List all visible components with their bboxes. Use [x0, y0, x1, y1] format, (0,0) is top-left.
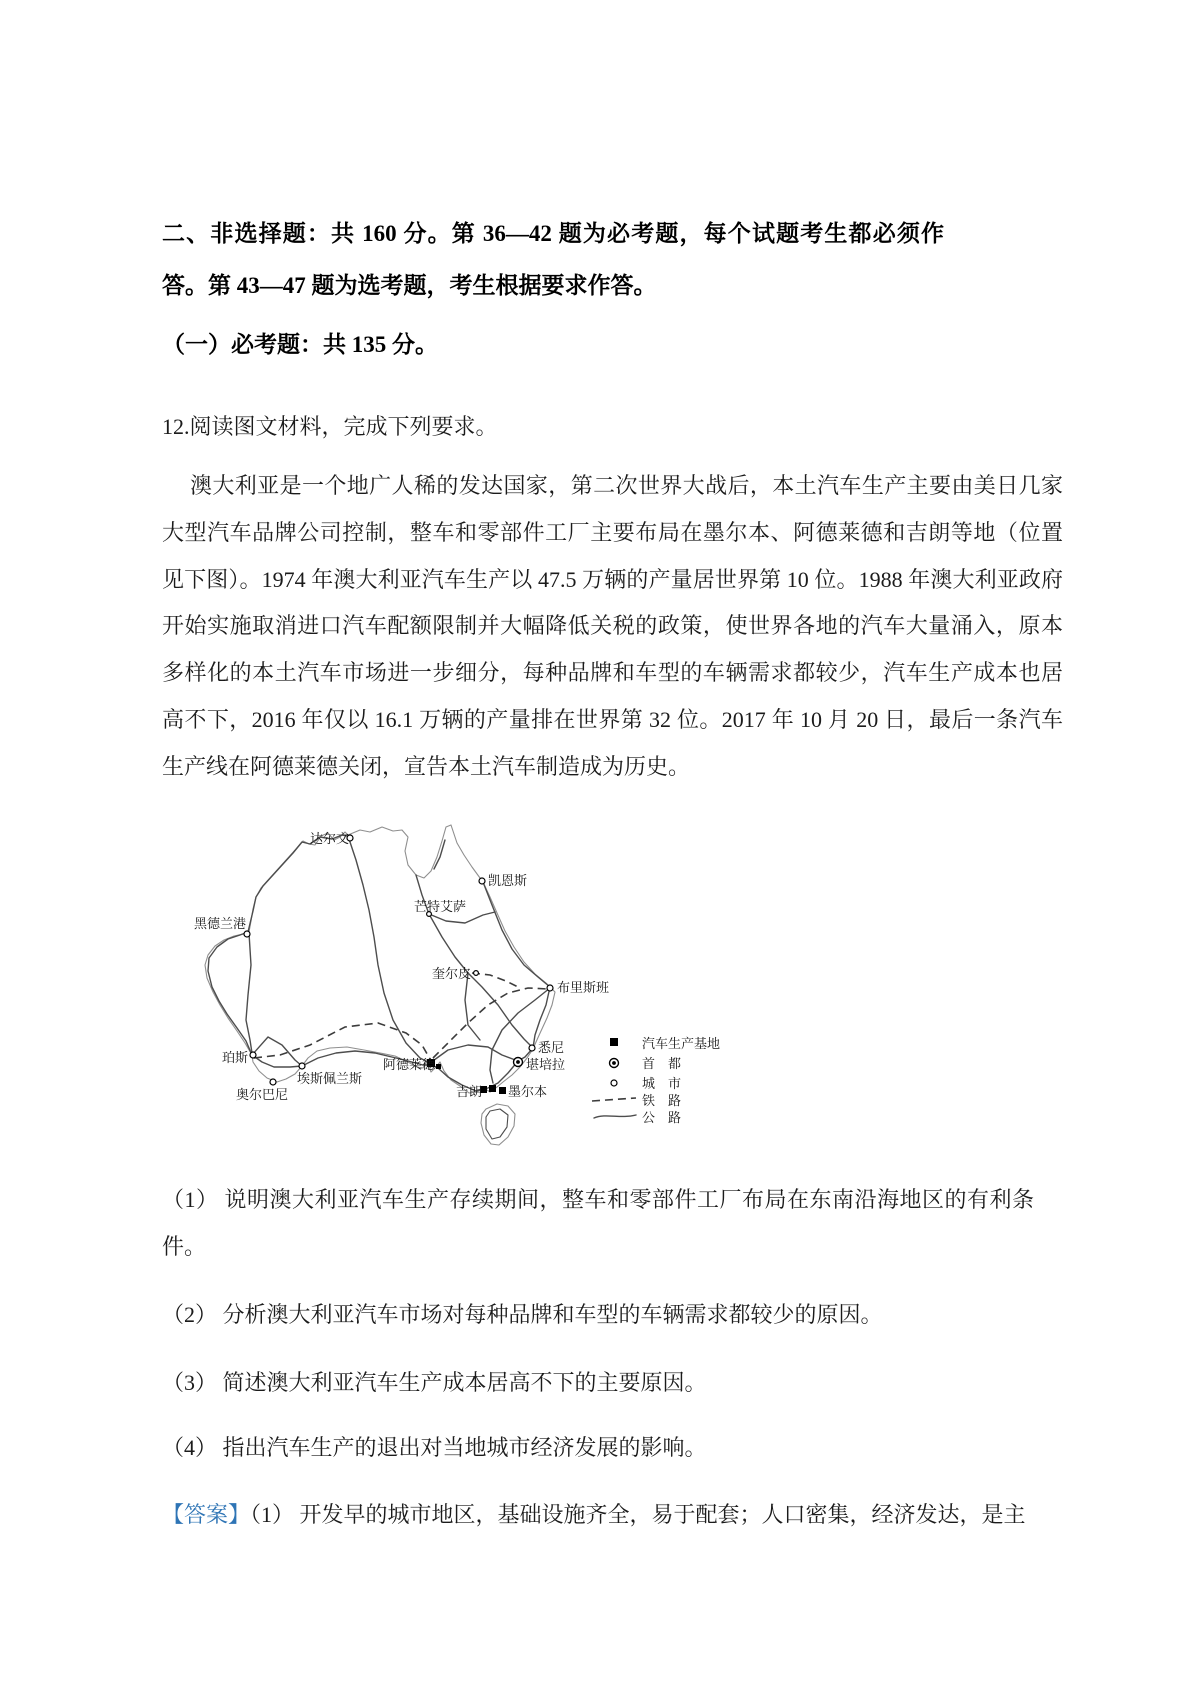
city-marker-esperance — [299, 1063, 305, 1069]
legend-item-car-base — [610, 1036, 720, 1051]
city-label-quilpie: 奎尔皮 — [432, 965, 472, 981]
city-label-port-hedland: 黑德兰港 — [194, 915, 247, 931]
australia-map-svg — [150, 815, 720, 1160]
city-label-esperance: 埃斯佩兰斯 — [297, 1070, 363, 1086]
city-marker-port-hedland — [244, 931, 250, 937]
passage-text: 澳大利亚是一个地广人稀的发达国家，第二次世界大战后，本土汽车生产主要由美日几家大型汽车品牌公司控制，整车和零部件工厂主要布局在墨尔本、阿德莱德和吉朗等地（位置见下图）。1974 年澳大利亚汽车生产以 47.5 万辆的产量居世界第 10 位。1988 年澳大利亚政府开始实施取消进口汽车配额限制并大幅降低关税的政策，使世界各地的汽车大量涌入，原本多样化的本土汽车市场进一步细分，每种品牌和车型的车辆需求都较少，汽车生产成本也居高不下，2016 年仅以 16.1 万辆的产量排在世界第 32 位。2017 年 10 月 20 日，最后一条汽车生产线在阿德莱德关闭，宣告本土汽车制造成为历史。 — [162, 473, 1063, 779]
legend-label-highway: 公 路 — [642, 1109, 682, 1125]
open-circle-icon — [611, 1080, 617, 1086]
legend-item-railway — [592, 1093, 681, 1108]
solid-line-icon — [594, 1115, 636, 1118]
city-label-adelaide: 阿德莱德 — [383, 1056, 436, 1072]
question-3: （3） 简述澳大利亚汽车生产成本居高不下的主要原因。 — [162, 1369, 707, 1395]
city-label-melbourne: 墨尔本 — [508, 1083, 548, 1099]
legend-label-railway: 铁 路 — [642, 1092, 682, 1108]
city-label-perth: 珀斯 — [222, 1049, 249, 1065]
city-label-darwin: 达尔文 — [310, 830, 350, 846]
map-legend — [592, 1036, 720, 1125]
city-marker-brisbane — [547, 985, 553, 991]
legend-label-city: 城 市 — [642, 1075, 682, 1091]
legend-label-capital: 首 都 — [642, 1055, 682, 1071]
section-header: 二、非选择题：共 160 分。第 36—42 题为必考题，每个试题考生都必须作答。第 43—47 题为选考题，考生根据要求作答。 — [162, 221, 944, 298]
city-label-mount-isa: 芒特艾萨 — [414, 898, 467, 914]
city-marker-perth — [250, 1052, 256, 1058]
city-label-albany: 奥尔巴尼 — [236, 1086, 289, 1102]
legend-item-capital — [610, 1056, 682, 1071]
city-marker-albany — [270, 1079, 276, 1085]
question-1: （1） 说明澳大利亚汽车生产存续期间，整车和零部件工厂布局在东南沿海地区的有利条件。 — [162, 1186, 1034, 1259]
capital-marker-canberra — [514, 1057, 523, 1066]
legend-item-city — [611, 1076, 681, 1091]
question-2: （2） 分析澳大利亚汽车市场对每种品牌和车型的车辆需求都较少的原因。 — [162, 1301, 883, 1327]
city-label-canberra: 堪培拉 — [526, 1056, 566, 1072]
city-marker-sydney — [529, 1045, 535, 1051]
city-label-sydney: 悉尼 — [538, 1039, 565, 1055]
answer-text: （1） 开发早的城市地区，基础设施齐全，易于配套；人口密集，经济发达，是主 — [250, 1501, 1026, 1527]
page-content — [162, 0, 1063, 1538]
legend-label-car-base: 汽车生产基地 — [642, 1035, 720, 1051]
subsection-header: （一）必考题：共 135 分。 — [162, 332, 438, 357]
question-12-intro: 12.阅读图文材料，完成下列要求。 — [162, 414, 498, 439]
dashed-line-icon — [592, 1098, 636, 1101]
city-marker-quilpie — [474, 970, 479, 975]
black-square-icon — [610, 1038, 618, 1046]
australia-map-figure — [162, 815, 1063, 1160]
question-4: （4） 指出汽车生产的退出对当地城市经济发展的影响。 — [162, 1434, 707, 1460]
legend-item-highway — [594, 1110, 681, 1125]
city-marker-cairns — [479, 878, 485, 884]
answer-paragraph — [162, 1491, 1063, 1538]
city-label-cairns: 凯恩斯 — [488, 872, 528, 888]
australia-coastline — [205, 825, 555, 1093]
answer-label: 【答案】 — [162, 1501, 251, 1527]
city-label-brisbane: 布里斯班 — [557, 979, 610, 995]
city-label-geelong: 吉朗 — [456, 1083, 483, 1099]
